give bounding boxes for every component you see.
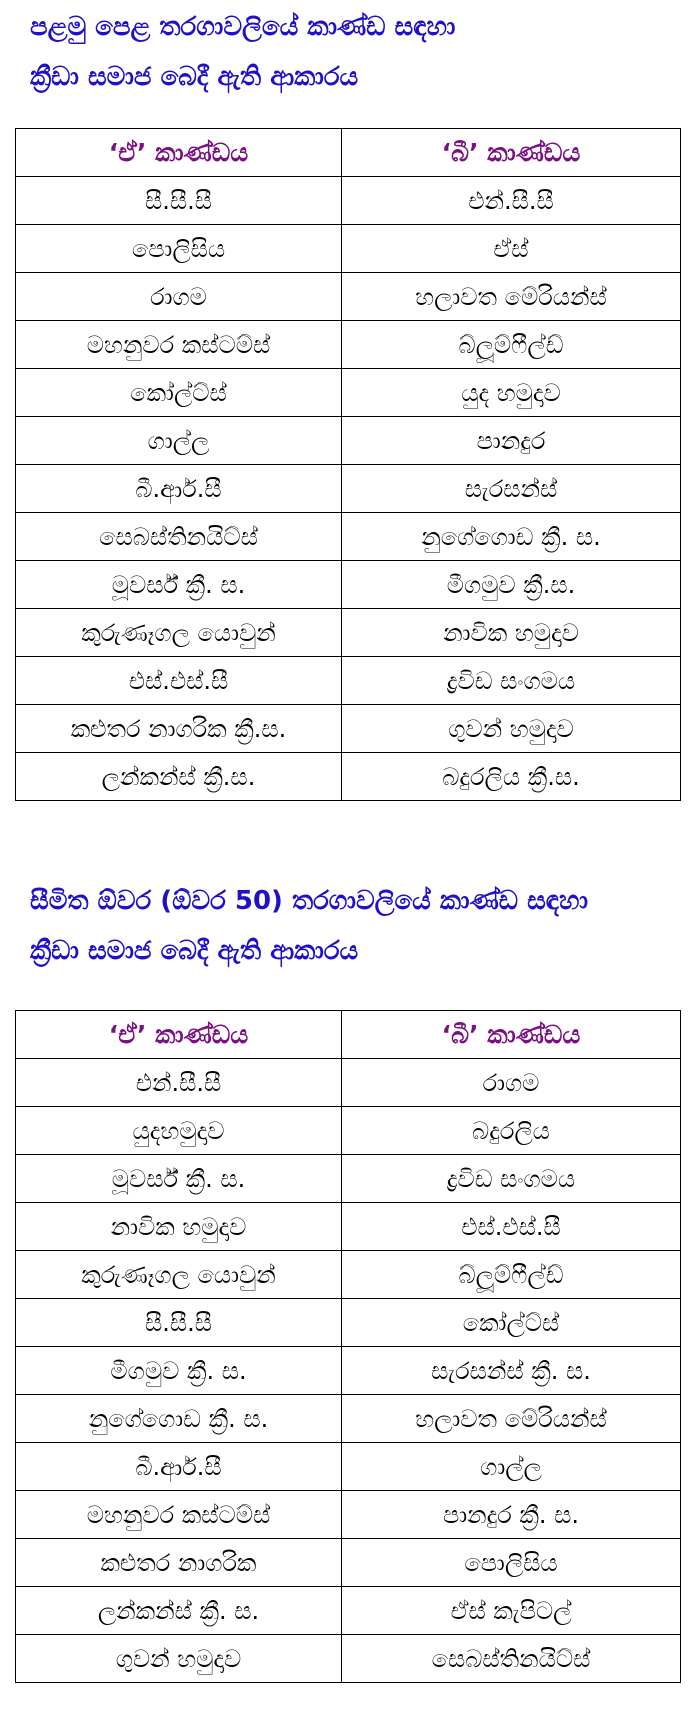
team-cell-group-b: ඒස් <box>342 225 681 273</box>
team-cell-group-a: බී.ආර්.සී <box>16 465 342 513</box>
table-row <box>16 1251 681 1299</box>
team-cell-group-b: එන්.සී.සී <box>342 177 681 225</box>
team-cell-group-b: බ්ලූම්ෆීල්ඩ් <box>342 321 681 369</box>
team-cell-group-b: ද්‍රවිඩ සංගමය <box>342 1155 681 1203</box>
team-cell-group-b: සැරසන්ස් ක්‍රී. ස. <box>342 1347 681 1395</box>
team-cell-group-a: සී.සී.සී <box>16 177 342 225</box>
table-row <box>16 273 681 321</box>
section-heading-line-2: ක්‍රීඩා සමාජ බෙදී ඇති ආකාරය <box>30 62 359 92</box>
team-cell-group-b: කෝල්ට්ස් <box>342 1299 681 1347</box>
team-cell-group-b: හලාවත මේරියන්ස් <box>342 1395 681 1443</box>
team-cell-group-a: ලන්කන්ස් ක්‍රී.ස. <box>16 753 342 801</box>
team-cell-group-b: පොලිසිය <box>342 1539 681 1587</box>
table-row <box>16 321 681 369</box>
table-row <box>16 705 681 753</box>
team-cell-group-b: බදුරලිය <box>342 1107 681 1155</box>
limited-overs-tournament-section <box>0 876 700 1673</box>
table-row <box>16 1539 681 1587</box>
table-row <box>16 1443 681 1491</box>
team-cell-group-b: නාවික හමුදාව <box>342 609 681 657</box>
team-cell-group-b: එස්.එස්.සී <box>342 1203 681 1251</box>
table-row <box>16 1059 681 1107</box>
table-row <box>16 465 681 513</box>
table-row <box>16 1491 681 1539</box>
group-table <box>15 128 681 801</box>
team-cell-group-a: කුරුණෑගල යොවුන් <box>16 1251 342 1299</box>
team-cell-group-a: කුරුණෑගල යොවුන් <box>16 609 342 657</box>
team-cell-group-a: ලන්කන්ස් ක්‍රී. ස. <box>16 1587 342 1635</box>
column-header-group-b: ‘බී’ කාණ්ඩය <box>342 129 681 177</box>
table-row <box>16 1395 681 1443</box>
team-cell-group-a: නාවික හමුදාව <box>16 1203 342 1251</box>
table-row <box>16 753 681 801</box>
team-cell-group-a: මූවර්ස් ක්‍රී. ස. <box>16 561 342 609</box>
team-cell-group-a: කළුතර නාගරික <box>16 1539 342 1587</box>
team-cell-group-a: බී.ආර්.සී <box>16 1443 342 1491</box>
table-row <box>16 225 681 273</box>
table-row <box>16 369 681 417</box>
team-cell-group-b: බදුරලිය ක්‍රී.ස. <box>342 753 681 801</box>
team-cell-group-a: කළුතර නාගරික ක්‍රී.ස. <box>16 705 342 753</box>
team-cell-group-b: සෙබස්තිනයිට්ස් <box>342 1635 681 1683</box>
table-body <box>16 177 681 801</box>
team-cell-group-a: ගුවන් හමුදාව <box>16 1635 342 1683</box>
table-row <box>16 417 681 465</box>
team-cell-group-a: රාගම <box>16 273 342 321</box>
team-cell-group-a: යුදහමුදාව <box>16 1107 342 1155</box>
team-cell-group-a: මහනුවර කස්ටම්ස් <box>16 321 342 369</box>
team-cell-group-b: සැරසන්ස් <box>342 465 681 513</box>
table-row <box>16 1347 681 1395</box>
team-cell-group-a: සෙබස්තිනයිට්ස් <box>16 513 342 561</box>
column-header-group-b: ‘බී’ කාණ්ඩය <box>342 1011 681 1059</box>
team-cell-group-a: සී.සී.සී <box>16 1299 342 1347</box>
section-heading-line-1: පළමු පෙළ තරගාවලියේ කාණ්ඩ සඳහා <box>30 12 456 42</box>
team-cell-group-a: මූවර්ස් ක්‍රී. ස. <box>16 1155 342 1203</box>
team-cell-group-b: පානදුර ක්‍රී. ස. <box>342 1491 681 1539</box>
table-row <box>16 513 681 561</box>
team-cell-group-a: ගාල්ල <box>16 417 342 465</box>
team-cell-group-a: එන්.සී.සී <box>16 1059 342 1107</box>
team-cell-group-b: ගුවන් හමුදාව <box>342 705 681 753</box>
section-heading-line-1: සීමිත ඕවර (ඕවර 50) තරගාවලියේ කාණ්ඩ සඳහා <box>30 886 589 916</box>
team-cell-group-a: මහනුවර කස්ටම්ස් <box>16 1491 342 1539</box>
team-cell-group-a: එස්.එස්.සී <box>16 657 342 705</box>
table-row <box>16 1635 681 1683</box>
team-cell-group-b: රාගම <box>342 1059 681 1107</box>
table-row <box>16 609 681 657</box>
table-row <box>16 177 681 225</box>
first-class-tournament-section <box>0 0 700 791</box>
table-row <box>16 1107 681 1155</box>
table-row <box>16 1587 681 1635</box>
table-row <box>16 1203 681 1251</box>
team-cell-group-a: කෝල්ට්ස් <box>16 369 342 417</box>
table-row <box>16 657 681 705</box>
group-table <box>15 1010 681 1683</box>
column-header-group-a: ‘ඒ’ කාණ්ඩය <box>16 1011 342 1059</box>
table-body <box>16 1059 681 1683</box>
team-cell-group-b: හලාවත මේරියන්ස් <box>342 273 681 321</box>
team-cell-group-b: බ්ලූම්ෆීල්ඩ් <box>342 1251 681 1299</box>
team-cell-group-a: මීගමුව ක්‍රී. ස. <box>16 1347 342 1395</box>
table-header-row <box>16 129 681 177</box>
table-row <box>16 1299 681 1347</box>
team-cell-group-b: පානදුර <box>342 417 681 465</box>
team-cell-group-a: පොලිසිය <box>16 225 342 273</box>
table-row <box>16 561 681 609</box>
section-heading-line-2: ක්‍රීඩා සමාජ බෙදී ඇති ආකාරය <box>30 936 359 966</box>
table-row <box>16 1155 681 1203</box>
team-cell-group-b: ගාල්ල <box>342 1443 681 1491</box>
team-cell-group-b: යුද හමුදාව <box>342 369 681 417</box>
team-cell-group-a: නුගේගොඩ ක්‍රී. ස. <box>16 1395 342 1443</box>
table-header-row <box>16 1011 681 1059</box>
team-cell-group-b: නුගේගොඩ ක්‍රී. ස. <box>342 513 681 561</box>
team-cell-group-b: මීගමුව ක්‍රී.ස. <box>342 561 681 609</box>
team-cell-group-b: ඒස් කැපිටල් <box>342 1587 681 1635</box>
team-cell-group-b: ද්‍රවිඩ සංගමය <box>342 657 681 705</box>
column-header-group-a: ‘ඒ’ කාණ්ඩය <box>16 129 342 177</box>
